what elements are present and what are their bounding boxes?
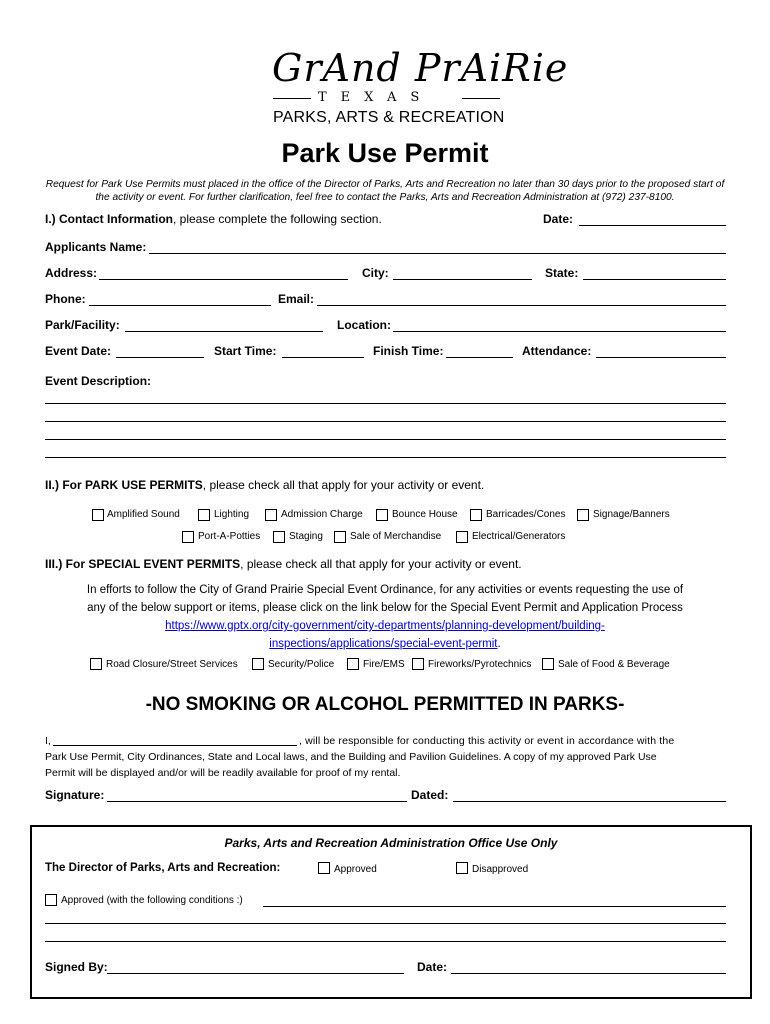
checkbox-sale-of-food[interactable] — [542, 658, 554, 670]
checkbox-amplified-sound[interactable] — [92, 509, 104, 521]
checkbox-fire-ems[interactable] — [347, 658, 359, 670]
option-label: Security/Police — [268, 659, 335, 670]
checkbox-security-police[interactable] — [252, 658, 264, 670]
section1-instruction: , please complete the following section. — [173, 212, 382, 226]
special-event-link-end[interactable]: inspections/applications/special-event-permit — [269, 638, 498, 650]
location-field[interactable] — [393, 331, 726, 332]
option-label: Electrical/Generators — [472, 531, 566, 542]
event-description-line-4[interactable] — [45, 457, 726, 458]
section2-prefix: II.) For — [45, 478, 85, 492]
event-description-line-1[interactable] — [45, 403, 726, 404]
city-field[interactable] — [393, 279, 532, 280]
address-field[interactable] — [99, 279, 348, 280]
logo-rule-left — [273, 98, 311, 99]
date-field[interactable] — [579, 225, 726, 226]
option-label: Sale of Merchandise — [350, 531, 442, 542]
checkbox-bounce-house[interactable] — [376, 509, 388, 521]
checkbox-approved[interactable] — [318, 862, 330, 874]
finish-time-label: Finish Time: — [373, 344, 444, 358]
start-time-label: Start Time: — [214, 344, 277, 358]
ordinance-paragraph — [40, 581, 730, 653]
section1-title: I.) Contact Information — [45, 212, 173, 226]
signature-field[interactable] — [107, 801, 407, 802]
checkbox-approved-with-conditions[interactable] — [45, 894, 57, 906]
park-facility-label: Park/Facility: — [45, 318, 120, 332]
option-label: Fire/EMS — [363, 659, 405, 670]
section3-bold: SPECIAL EVENT PERMITS — [88, 557, 241, 571]
event-description-line-2[interactable] — [45, 421, 726, 422]
event-date-label: Event Date: — [45, 344, 112, 358]
checkbox-sale-of-merchandise[interactable] — [334, 531, 346, 543]
checkbox-port-a-potties[interactable] — [182, 531, 194, 543]
park-facility-field[interactable] — [125, 331, 323, 332]
attendance-field[interactable] — [596, 357, 726, 358]
option-label: Road Closure/Street Services — [106, 659, 238, 670]
checkbox-road-closure[interactable] — [90, 658, 102, 670]
approved-label: Approved — [334, 864, 377, 875]
address-label: Address: — [45, 266, 98, 280]
option-label: Signage/Banners — [593, 509, 670, 520]
applicant-name-field[interactable] — [149, 253, 726, 254]
conditions-field-1[interactable] — [263, 906, 726, 907]
section1-heading — [45, 212, 382, 226]
disapproved-label: Disapproved — [472, 864, 529, 875]
checkbox-fireworks[interactable] — [412, 658, 424, 670]
checkbox-admission-charge[interactable] — [265, 509, 277, 521]
finish-time-field[interactable] — [446, 357, 513, 358]
signed-by-label: Signed By: — [45, 960, 108, 974]
email-label: Email: — [278, 292, 315, 306]
event-date-field[interactable] — [116, 357, 204, 358]
conditions-field-3[interactable] — [45, 941, 726, 942]
option-label: Port-A-Potties — [198, 531, 261, 542]
location-label: Location: — [337, 318, 391, 332]
section2-heading — [45, 478, 484, 492]
agreement-i: I, — [45, 735, 51, 747]
section3-heading — [45, 557, 522, 571]
option-label: Amplified Sound — [107, 509, 180, 520]
event-description-line-3[interactable] — [45, 439, 726, 440]
logo-state: TEXAS — [318, 90, 434, 105]
event-description-label: Event Description: — [45, 374, 152, 388]
phone-label: Phone: — [45, 292, 86, 306]
agreement-line-2: Park Use Permit, City Ordinances, State and Local laws, and the Building and Pavilion Guidelines. A copy of my approved Park Use — [45, 751, 657, 763]
checkbox-lighting[interactable] — [198, 509, 210, 521]
special-event-link-line-1[interactable] — [40, 617, 730, 635]
state-label: State: — [545, 266, 579, 280]
logo-department: PARKS, ARTS & RECREATION — [273, 109, 505, 126]
option-label: Staging — [289, 531, 323, 542]
applicant-label: Applicants Name: — [45, 240, 147, 254]
director-label: The Director of Parks, Arts and Recreation: — [45, 862, 281, 874]
ordinance-line-2: any of the below support or items, please click on the link below for the Special Event Permit and Application Process — [87, 602, 683, 614]
start-time-field[interactable] — [282, 357, 364, 358]
option-label: Fireworks/Pyrotechnics — [428, 659, 532, 670]
option-label: Barricades/Cones — [486, 509, 566, 520]
checkbox-disapproved[interactable] — [456, 862, 468, 874]
section2-suffix: , please check all that apply for your activity or event. — [202, 478, 485, 492]
conditions-label: Approved (with the following conditions :) — [61, 895, 243, 906]
city-label: City: — [362, 266, 389, 280]
signed-by-field[interactable] — [107, 973, 404, 974]
link-period: . — [497, 638, 501, 650]
special-event-link-line-2[interactable] — [40, 635, 730, 653]
special-event-link[interactable]: https://www.gptx.org/city-government/city-departments/planning-development/building- — [165, 620, 605, 632]
email-field[interactable] — [317, 305, 726, 306]
checkbox-barricades-cones[interactable] — [470, 509, 482, 521]
state-field[interactable] — [583, 279, 726, 280]
intro-text: Request for Park Use Permits must placed in the office of the Director of Parks, Arts and Recreation no later than 30 days prior to the proposed start of the activity or event. For further clarification, feel free to contact the Parks, Arts and Recreation Administration at (972) 237-8100. — [45, 179, 725, 203]
page-title: Park Use Permit — [281, 138, 489, 168]
option-label: Bounce House — [392, 509, 458, 520]
logo-rule-right — [462, 98, 500, 99]
checkbox-staging[interactable] — [273, 531, 285, 543]
phone-field[interactable] — [89, 305, 271, 306]
attendance-label: Attendance: — [522, 344, 592, 358]
no-smoking-banner: -NO SMOKING OR ALCOHOL PERMITTED IN PARKS- — [145, 694, 625, 715]
section2-bold: PARK USE PERMITS — [85, 478, 203, 492]
office-use-title: Parks, Arts and Recreation Administration Office Use Only — [224, 836, 558, 850]
signature-label: Signature: — [45, 788, 105, 802]
dated-label: Dated: — [411, 788, 449, 802]
checkbox-electrical-generators[interactable] — [456, 531, 468, 543]
option-label: Sale of Food & Beverage — [558, 659, 670, 670]
office-date-label: Date: — [417, 960, 448, 974]
logo-title: GrAnd PrAiRie — [272, 46, 569, 90]
date-label: Date: — [543, 212, 574, 226]
ordinance-line-1: In efforts to follow the City of Grand Prairie Special Event Ordinance, for any activities or events requesting the use of — [86, 584, 684, 596]
office-date-field[interactable] — [451, 973, 726, 974]
checkbox-signage-banners[interactable] — [577, 509, 589, 521]
agreement-name-field[interactable] — [53, 745, 297, 746]
option-label: Lighting — [214, 509, 250, 520]
dated-field[interactable] — [453, 801, 726, 802]
agreement-line-1: , will be responsible for conducting this activity or event in accordance with the — [299, 735, 675, 747]
option-label: Admission Charge — [281, 509, 363, 520]
section3-prefix: III.) For — [45, 557, 89, 571]
conditions-field-2[interactable] — [45, 923, 726, 924]
section3-suffix: , please check all that apply for your activity or event. — [240, 557, 522, 571]
agreement-line-3: Permit will be displayed and/or will be readily available for proof of my rental. — [45, 767, 401, 779]
